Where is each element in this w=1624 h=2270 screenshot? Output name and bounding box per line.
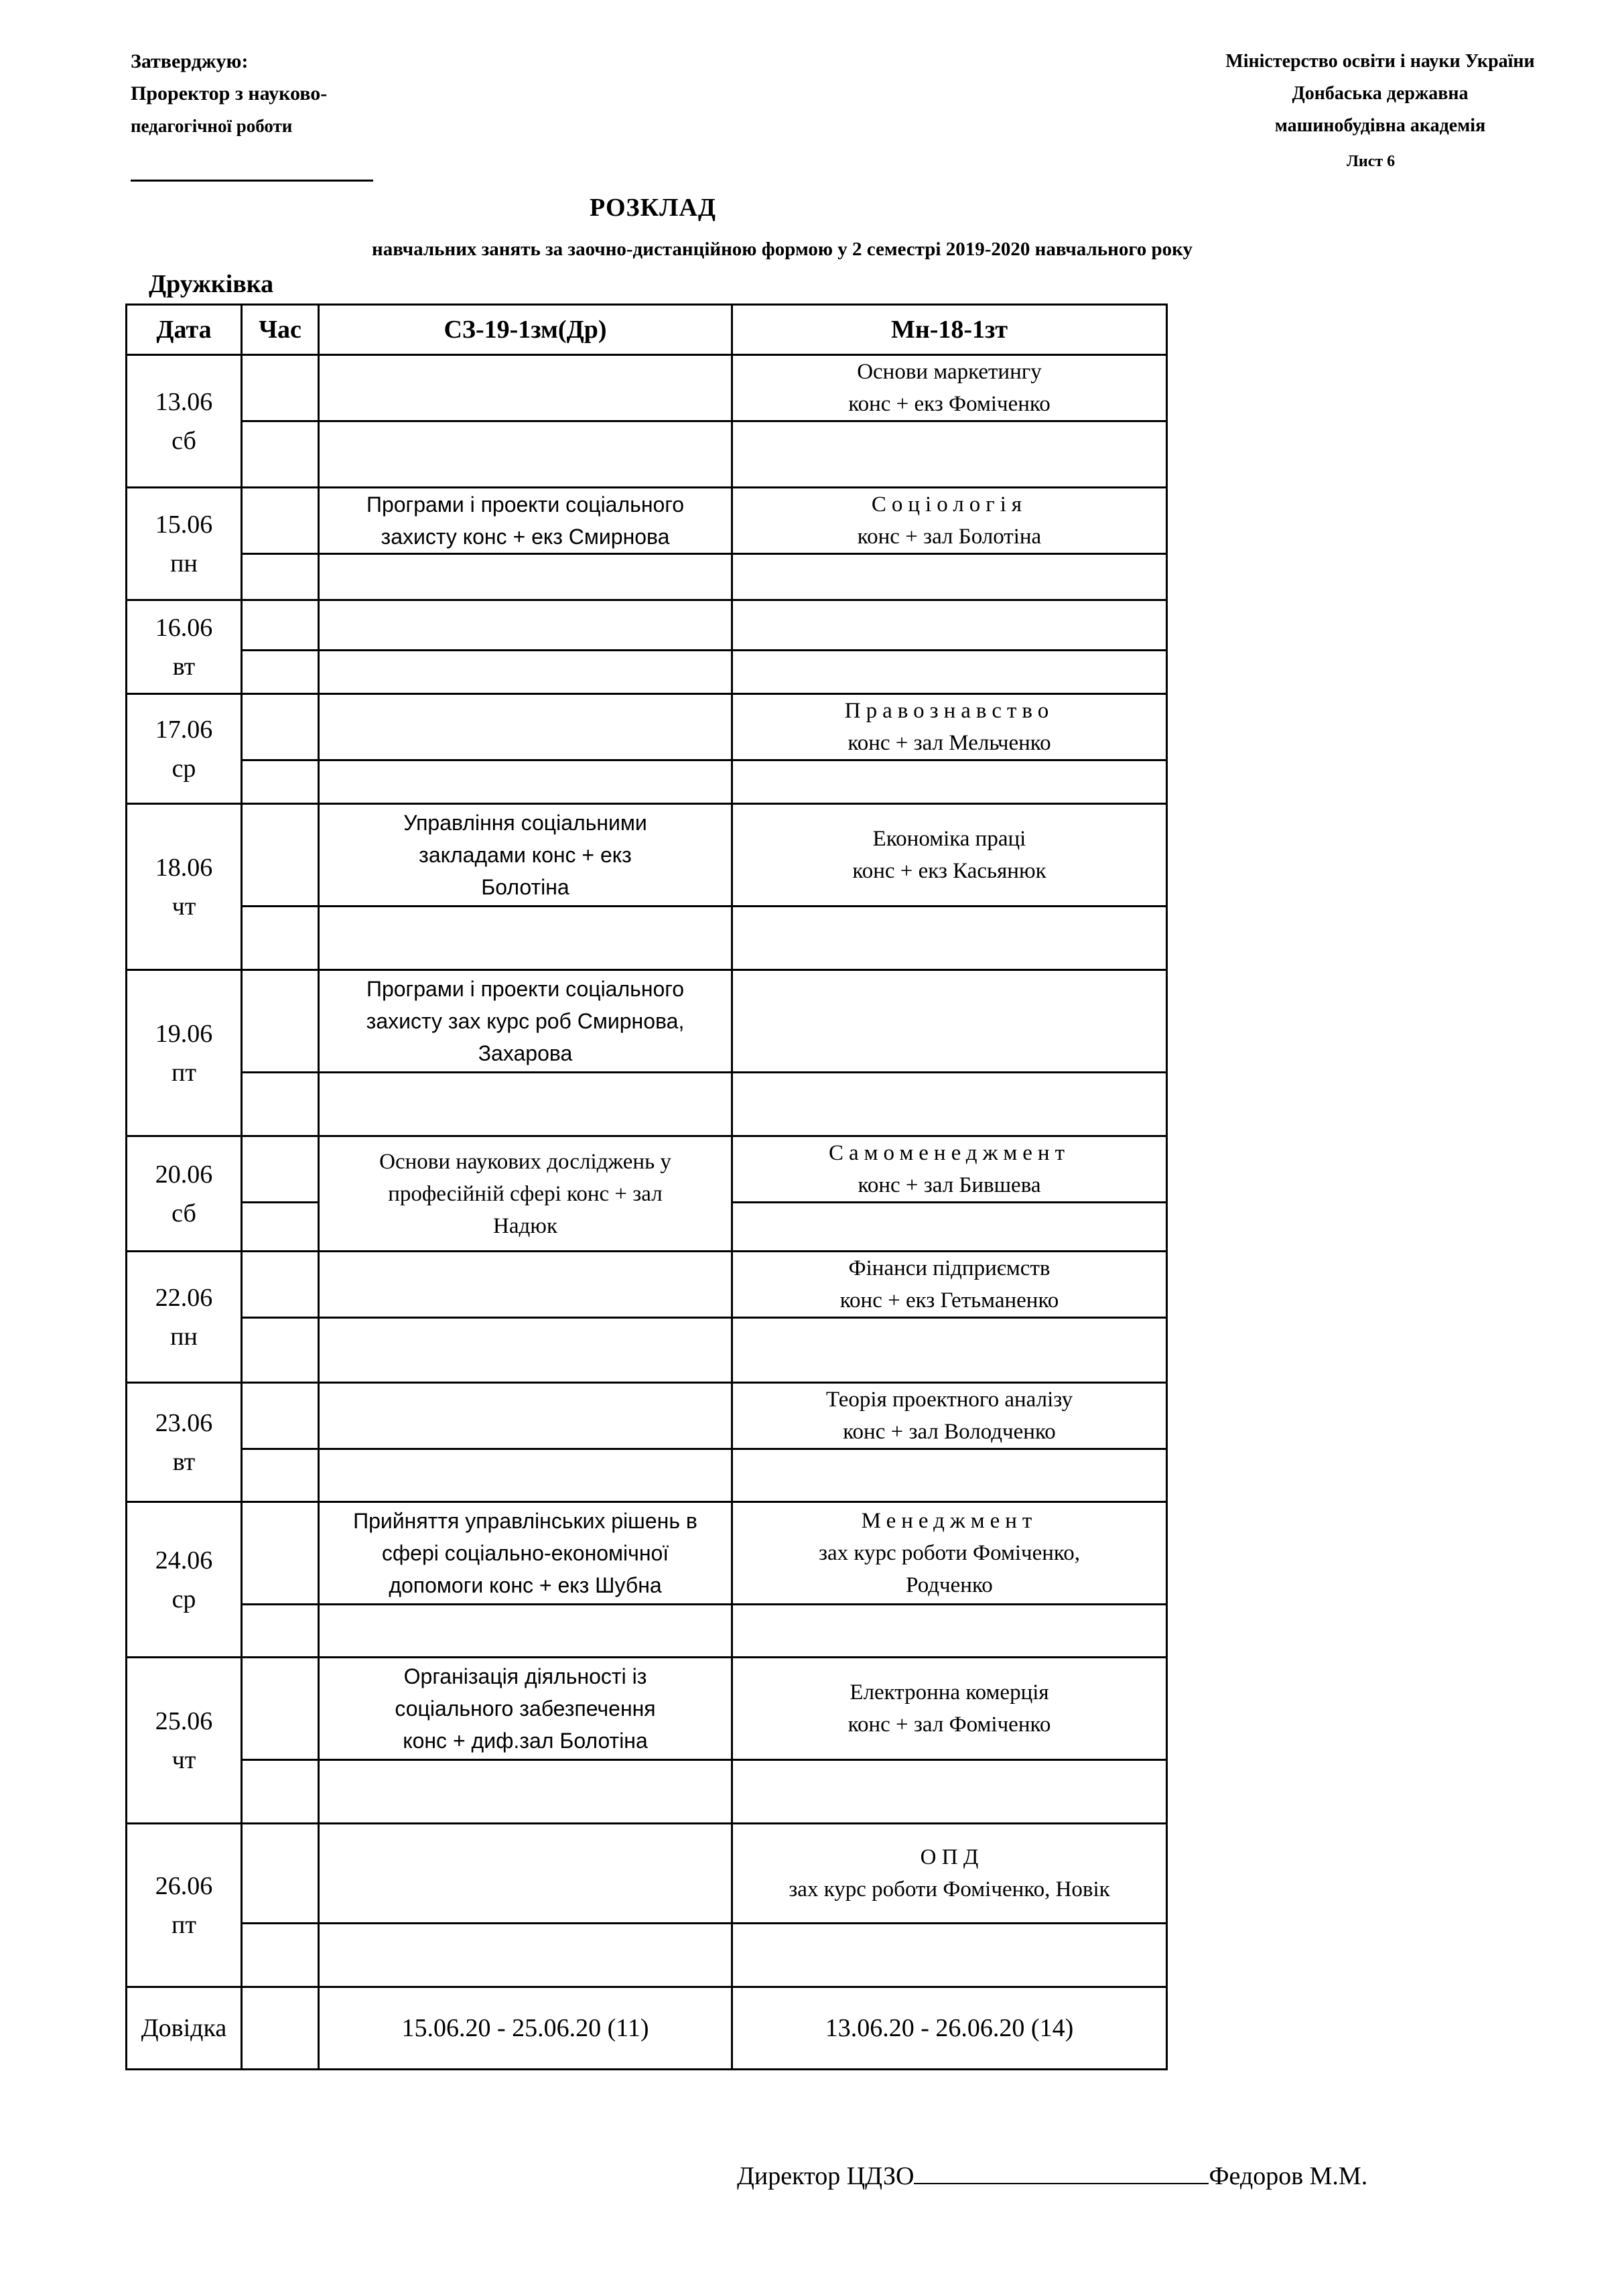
time-cell — [242, 1383, 319, 1449]
time-cell — [242, 1658, 319, 1760]
group2-empty-cell — [732, 1924, 1167, 1987]
group1-empty-cell — [319, 651, 732, 694]
table-row-lower — [127, 907, 1167, 970]
group2-class-line: Менеджмент — [861, 1509, 1038, 1533]
group1-class-line: захисту зах курс роб Смирнова, — [366, 1009, 685, 1033]
approval-line: педагогічної роботи — [131, 116, 293, 136]
group1-class-line: Болотіна — [481, 875, 569, 899]
time-cell — [242, 1605, 319, 1658]
group2-class-cell — [732, 1383, 1167, 1449]
time-cell — [242, 1760, 319, 1824]
group2-empty-cell — [732, 1760, 1167, 1824]
date-value: 17.06 — [155, 715, 213, 744]
group1-class-line: Прийняття управлінських рішень в — [353, 1509, 697, 1533]
group2-class-cell — [732, 1136, 1167, 1203]
group2-class-cell — [732, 1252, 1167, 1318]
table-row-lower — [127, 1073, 1167, 1136]
time-cell — [242, 1449, 319, 1502]
group2-class-line: конс + зал Володченко — [843, 1420, 1056, 1444]
date-value: 15.06 — [155, 510, 213, 539]
group2-class-line: конс + екз Гетьманенко — [839, 1288, 1059, 1313]
date-cell — [127, 600, 242, 694]
table-row — [127, 804, 1167, 907]
signature-line — [914, 2160, 1209, 2184]
group2-empty-cell — [732, 760, 1167, 804]
group1-class-line: соціального забезпечення — [395, 1696, 656, 1721]
group1-class-line: конс + диф.зал Болотіна — [403, 1729, 648, 1753]
approval-signature-line — [131, 180, 373, 182]
approval-block — [131, 46, 327, 142]
table-row — [127, 600, 1167, 651]
table-row-lower — [127, 1449, 1167, 1502]
time-cell — [242, 651, 319, 694]
group2-empty-cell — [732, 1203, 1167, 1252]
weekday-value: пн — [170, 1322, 198, 1351]
group2-empty-cell — [732, 554, 1167, 600]
group1-class-cell — [319, 1502, 732, 1605]
group2-class-line: Економіка праці — [872, 827, 1026, 851]
date-cell — [127, 1136, 242, 1252]
time-cell — [242, 694, 319, 760]
time-cell — [242, 1924, 319, 1987]
group2-empty-cell — [732, 1605, 1167, 1658]
group1-class-line: сфері соціально-економічної — [381, 1541, 669, 1565]
group2-class-cell — [732, 970, 1167, 1073]
time-cell — [242, 907, 319, 970]
date-value: 16.06 — [155, 613, 213, 642]
group1-empty-cell — [319, 1449, 732, 1502]
table-row — [127, 1502, 1167, 1605]
weekday-value: пн — [170, 549, 198, 578]
group1-class-cell — [319, 804, 732, 907]
time-cell — [242, 600, 319, 651]
group1-empty-cell — [319, 421, 732, 488]
time-cell — [242, 554, 319, 600]
group2-class-line: зах курс роботи Фоміченко, — [818, 1541, 1081, 1565]
date-value: 23.06 — [155, 1408, 213, 1437]
group2-class-line: Самоменеджмент — [828, 1141, 1070, 1165]
table-row — [127, 970, 1167, 1073]
table-row — [127, 1136, 1167, 1203]
footer-label: Довідка — [127, 1987, 242, 2070]
group2-class-line: конс + екз Фоміченко — [848, 392, 1051, 416]
group2-class-line: зах курс роботи Фоміченко, Новік — [789, 1877, 1110, 1901]
footer-group1-range: 15.06.20 - 25.06.20 (11) — [319, 1987, 732, 2070]
time-cell — [242, 1136, 319, 1203]
approval-line: Затверджую: — [131, 50, 249, 72]
group2-class-line: Електронна комерція — [850, 1680, 1049, 1705]
group2-class-line: конс + зал Мельченко — [848, 731, 1051, 755]
weekday-value: пт — [172, 1058, 196, 1087]
time-cell — [242, 1502, 319, 1605]
group1-class-cell — [319, 600, 732, 651]
group1-class-cell — [319, 355, 732, 421]
date-value: 25.06 — [155, 1707, 213, 1735]
time-cell — [242, 1252, 319, 1318]
group2-class-line: О П Д — [920, 1845, 979, 1869]
date-value: 13.06 — [155, 387, 213, 416]
weekday-value: сб — [172, 1199, 196, 1227]
group1-class-line: Управління соціальними — [403, 811, 647, 835]
table-row-lower — [127, 651, 1167, 694]
date-cell — [127, 970, 242, 1136]
group2-class-line: Фінанси підприємств — [848, 1256, 1051, 1280]
group1-empty-cell — [319, 1318, 732, 1383]
group2-class-cell — [732, 488, 1167, 554]
date-cell — [127, 1824, 242, 1987]
table-header-row — [127, 305, 1167, 355]
sheet-number: Лист 6 — [1347, 153, 1396, 170]
date-cell — [127, 488, 242, 600]
group2-class-cell — [732, 804, 1167, 907]
group1-class-line: Основи наукових досліджень у — [379, 1149, 671, 1174]
date-value: 20.06 — [155, 1160, 213, 1189]
date-cell — [127, 1658, 242, 1824]
group1-class-cell — [319, 970, 732, 1073]
weekday-value: вт — [172, 1447, 196, 1476]
date-cell — [127, 1383, 242, 1502]
group2-empty-cell — [732, 651, 1167, 694]
date-cell — [127, 1252, 242, 1383]
group1-empty-cell — [319, 760, 732, 804]
column-header-group2: Мн-18-1зт — [732, 305, 1167, 355]
date-cell — [127, 804, 242, 970]
group1-empty-cell — [319, 1605, 732, 1658]
weekday-value: чт — [172, 1745, 196, 1774]
time-cell — [242, 355, 319, 421]
group2-class-line: конс + зал Болотіна — [857, 525, 1042, 549]
signature-name: Федоров М.М. — [1209, 2162, 1368, 2190]
group2-empty-cell — [732, 421, 1167, 488]
group1-class-cell — [319, 488, 732, 554]
group1-class-line: Програми і проекти соціального — [366, 977, 685, 1001]
institution-line: Міністерство освіти і науки України — [1225, 51, 1535, 72]
group2-empty-cell — [732, 1449, 1167, 1502]
date-cell — [127, 1502, 242, 1658]
footer-group2-range: 13.06.20 - 26.06.20 (14) — [732, 1987, 1167, 2070]
time-cell — [242, 1203, 319, 1252]
group1-class-cell — [319, 1252, 732, 1318]
group2-empty-cell — [732, 1073, 1167, 1136]
table-row — [127, 355, 1167, 421]
table-row — [127, 488, 1167, 554]
group2-class-line: Родченко — [906, 1573, 993, 1597]
footer-row — [127, 1987, 1167, 2070]
group1-empty-cell — [319, 1924, 732, 1987]
group1-class-line: професійній сфері конс + зал — [388, 1181, 663, 1206]
weekday-value: сб — [172, 426, 196, 455]
date-value: 22.06 — [155, 1283, 213, 1312]
group2-class-cell — [732, 1658, 1167, 1760]
time-cell — [242, 804, 319, 907]
group2-class-line: Соціологія — [871, 492, 1028, 517]
date-value: 26.06 — [155, 1871, 213, 1900]
group1-class-line: Програми і проекти соціального — [366, 492, 685, 517]
group2-empty-cell — [732, 1318, 1167, 1383]
table-row-lower — [127, 1318, 1167, 1383]
table-row — [127, 1383, 1167, 1449]
table-row-lower — [127, 1605, 1167, 1658]
page-title: РОЗКЛАД — [590, 194, 717, 222]
time-cell — [242, 970, 319, 1073]
group2-class-line: конс + зал Фоміченко — [848, 1713, 1051, 1737]
weekday-value: пт — [172, 1910, 196, 1939]
group2-class-cell — [732, 1824, 1167, 1924]
group1-class-line: захисту конс + екз Смирнова — [381, 525, 670, 549]
group1-empty-cell — [319, 907, 732, 970]
group2-class-line: Основи маркетингу — [857, 360, 1042, 384]
group2-class-line: конс + зал Бившева — [858, 1173, 1041, 1197]
table-row-lower — [127, 760, 1167, 804]
group1-class-line: Захарова — [478, 1041, 573, 1065]
institution-line: Донбаська державна — [1292, 83, 1469, 104]
table-row-lower — [127, 421, 1167, 488]
table-row-lower — [127, 1924, 1167, 1987]
weekday-value: ср — [172, 754, 196, 783]
institution-line: машинобудівна академія — [1274, 115, 1486, 136]
table-row-lower — [127, 554, 1167, 600]
date-value: 19.06 — [155, 1019, 213, 1048]
group2-class-cell — [732, 600, 1167, 651]
time-cell — [242, 421, 319, 488]
group2-class-cell — [732, 1502, 1167, 1605]
institution-block — [1166, 46, 1595, 142]
date-cell — [127, 694, 242, 804]
table-row — [127, 1658, 1167, 1760]
time-cell — [242, 760, 319, 804]
table-row — [127, 1824, 1167, 1924]
schedule-table — [125, 304, 1168, 2070]
table-row — [127, 1252, 1167, 1318]
time-cell — [242, 1318, 319, 1383]
group2-class-cell — [732, 694, 1167, 760]
group2-class-line: Правознавство — [844, 699, 1055, 723]
page-subtitle: навчальних занять за заочно-дистанційною формою у 2 семестрі 2019-2020 навчального року — [372, 239, 1193, 260]
group1-class-cell — [319, 1658, 732, 1760]
group1-empty-cell — [319, 1760, 732, 1824]
signature-block — [737, 2160, 1367, 2191]
weekday-value: вт — [172, 652, 196, 681]
weekday-value: чт — [172, 892, 196, 921]
table-row — [127, 694, 1167, 760]
group1-class-cell — [319, 1383, 732, 1449]
time-cell — [242, 1824, 319, 1924]
city-label: Дружківка — [149, 270, 274, 298]
group1-empty-cell — [319, 1073, 732, 1136]
weekday-value: ср — [172, 1585, 196, 1613]
group2-empty-cell — [732, 907, 1167, 970]
column-header-time: Час — [242, 305, 319, 355]
group1-class-cell — [319, 694, 732, 760]
column-header-date: Дата — [127, 305, 242, 355]
time-cell — [242, 1073, 319, 1136]
date-cell — [127, 355, 242, 488]
approval-line: Проректор з науково- — [131, 82, 328, 105]
group1-class-line: закладами конс + екз — [419, 843, 632, 867]
group1-class-line: Організація діяльності із — [403, 1664, 647, 1688]
date-value: 24.06 — [155, 1546, 213, 1575]
group2-class-line: Теорія проектного аналізу — [825, 1388, 1073, 1412]
group2-class-line: конс + екз Касьянюк — [852, 859, 1046, 883]
group1-class-cell — [319, 1136, 732, 1252]
group1-class-line: допомоги конс + екз Шубна — [389, 1573, 662, 1597]
time-cell — [242, 488, 319, 554]
footer-time-cell — [242, 1987, 319, 2070]
table-row-lower — [127, 1760, 1167, 1824]
group1-class-cell — [319, 1824, 732, 1924]
signature-role: Директор ЦДЗО — [737, 2162, 915, 2190]
group1-empty-cell — [319, 554, 732, 600]
column-header-group1: СЗ-19-1зм(Др) — [319, 305, 732, 355]
group1-class-line: Надюк — [493, 1213, 557, 1238]
group2-class-cell — [732, 355, 1167, 421]
date-value: 18.06 — [155, 853, 213, 882]
